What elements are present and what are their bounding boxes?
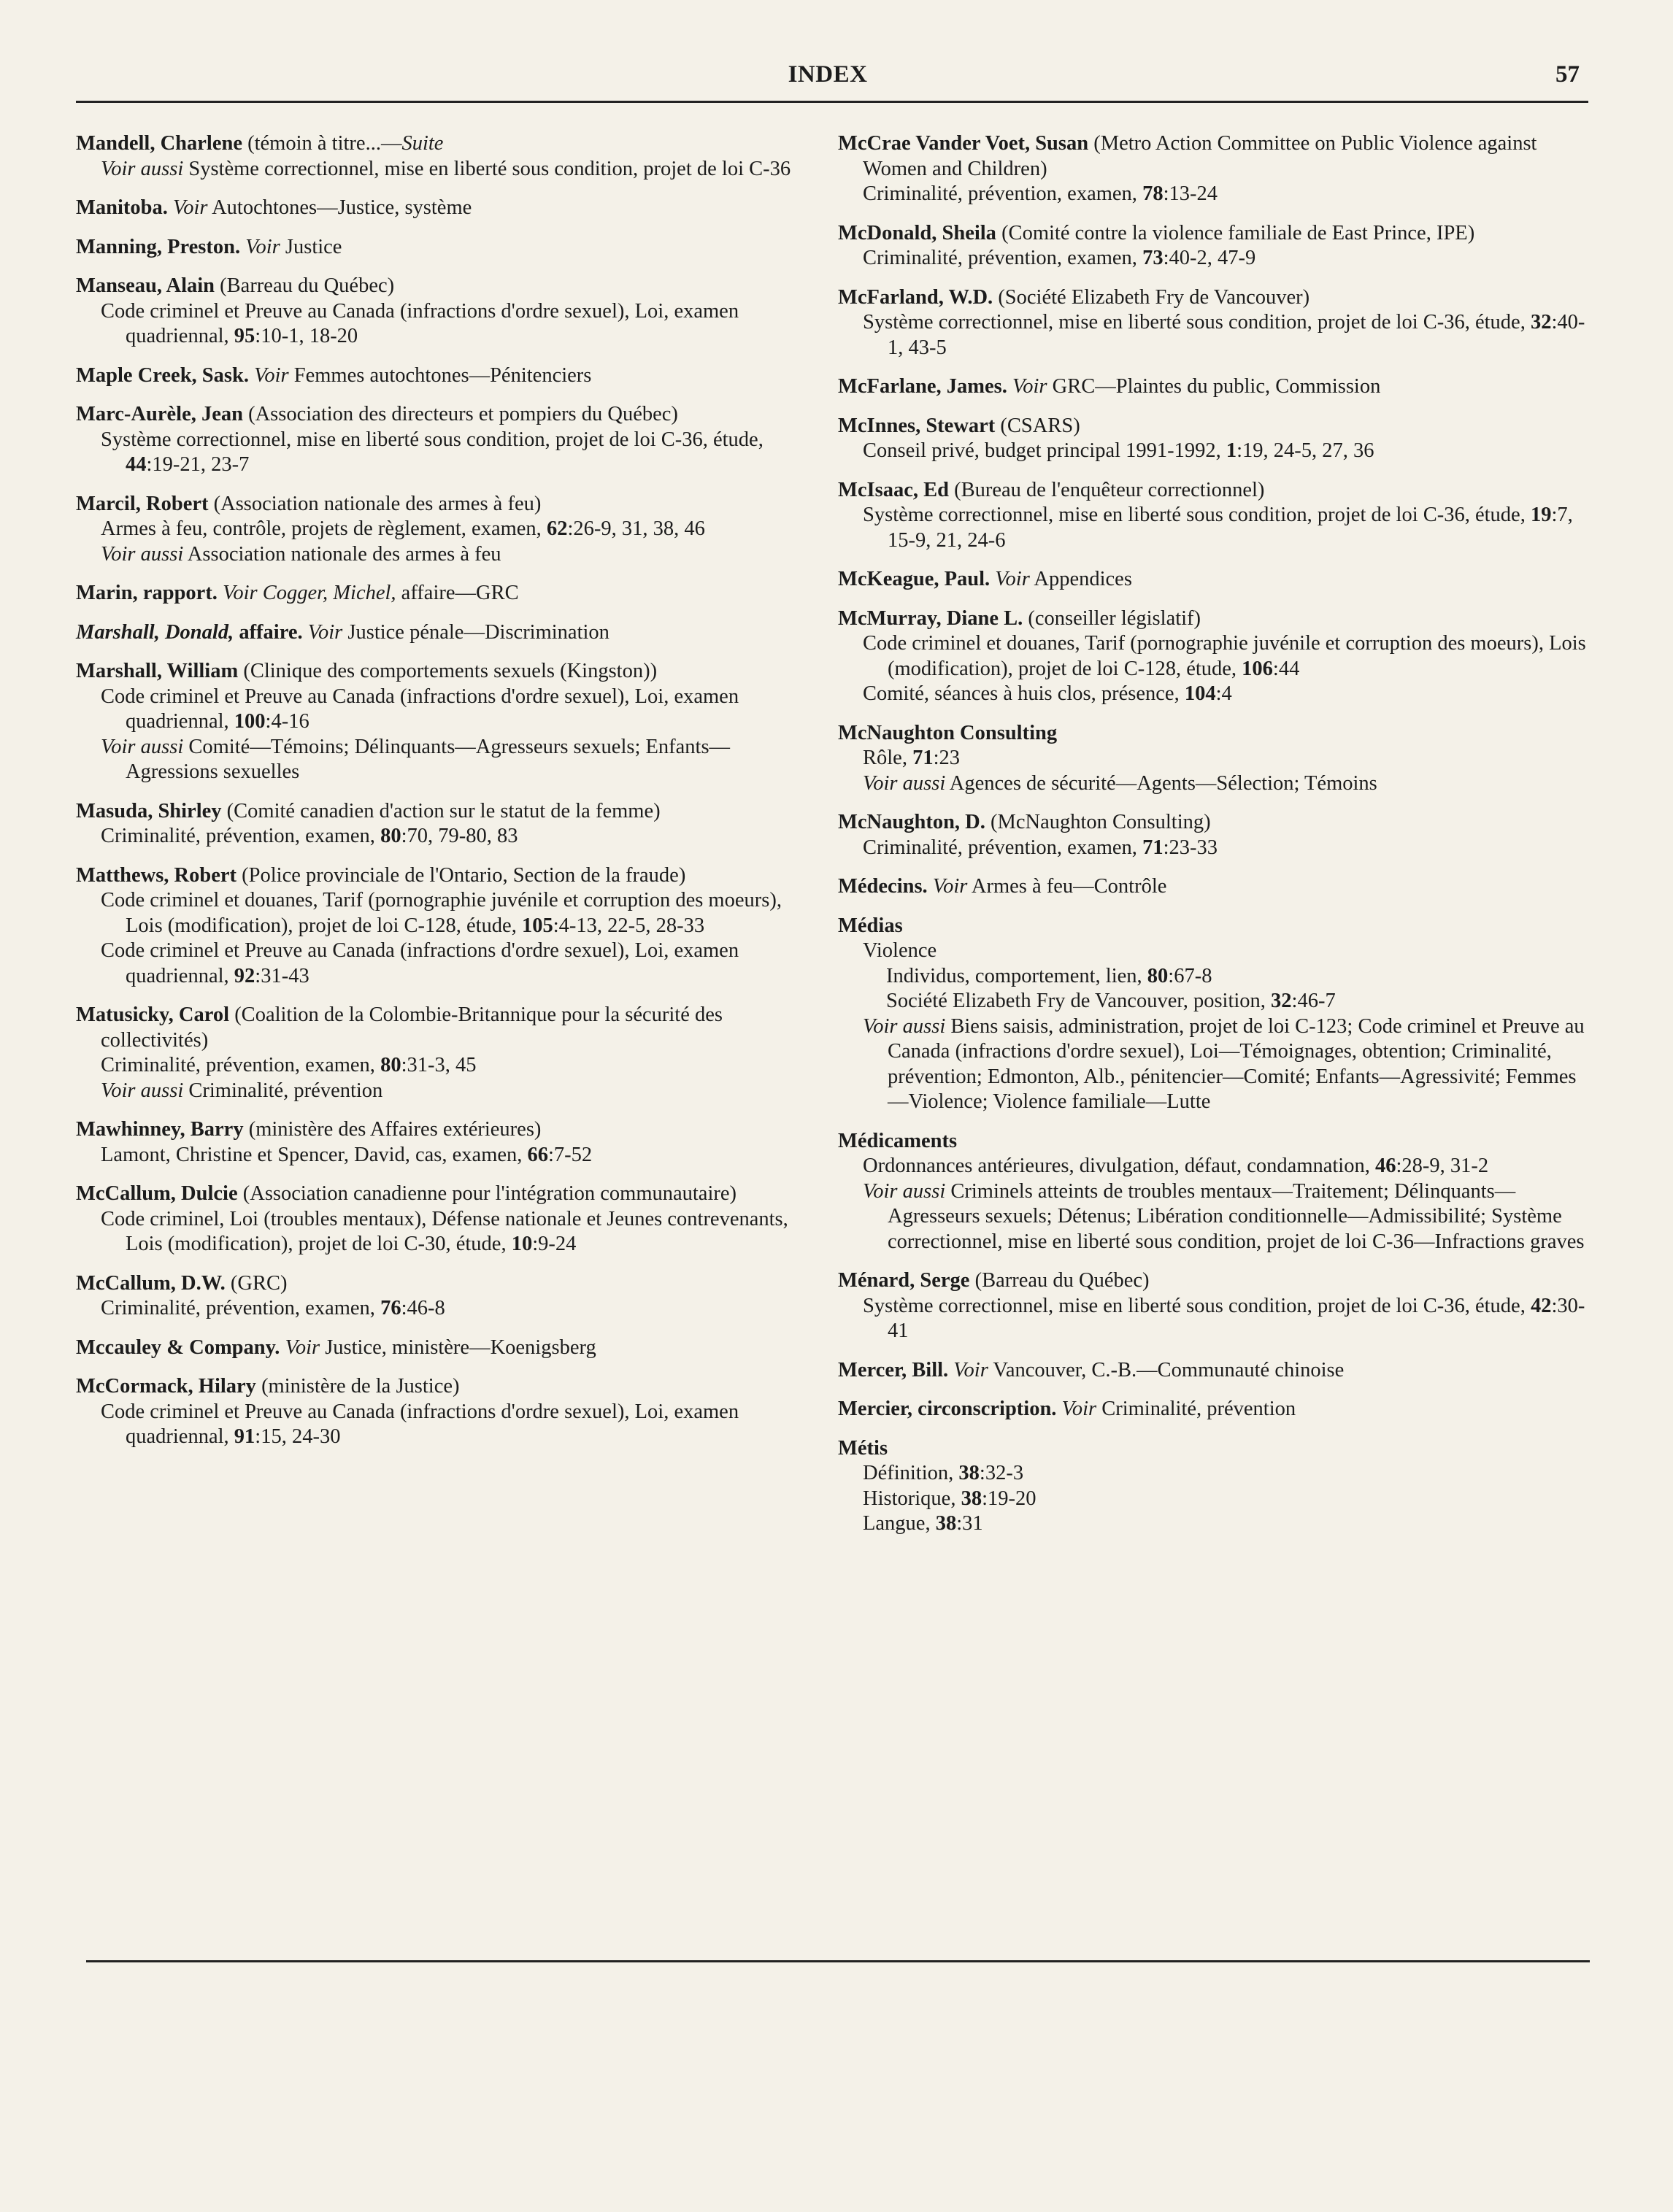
- index-entry: [838, 810, 1590, 860]
- page-ref: :40-1, 43-5: [888, 311, 1585, 359]
- subentry: [76, 939, 806, 989]
- subentry: [76, 299, 806, 350]
- entry-qualifier: (Société Elizabeth Fry de Vancouver): [993, 285, 1310, 309]
- issue-number: 66: [527, 1143, 549, 1166]
- index-entry: [838, 1436, 1590, 1537]
- entry-name: Maple Creek, Sask.: [76, 363, 249, 387]
- entry-qualifier: (Association nationale des armes à feu): [208, 492, 542, 515]
- subentry: [76, 1296, 806, 1322]
- cross-reference: affaire—GRC: [396, 582, 519, 604]
- issue-number: 80: [380, 825, 401, 847]
- entry-heading: [838, 1358, 1590, 1384]
- entry-name: McCrae Vander Voet, Susan: [838, 132, 1089, 155]
- entry-heading: [76, 799, 806, 825]
- see-also-line: [838, 1179, 1590, 1255]
- entry-name: McDonald, Sheila: [838, 221, 996, 244]
- issue-number: 38: [935, 1512, 957, 1535]
- subentry-text: Comité, séances à huis clos, présence,: [863, 682, 1185, 705]
- subentry: [838, 836, 1590, 861]
- page-ref: :7-52: [548, 1143, 593, 1166]
- subentry-text: Lamont, Christine et Spencer, David, cas, examen,: [101, 1143, 528, 1166]
- subentry-text: Violence: [863, 939, 937, 962]
- subentry-text: Criminels atteints de troubles mentaux—Traitement; Délinquants—Agresseurs sexuels; Détenus; Libération conditionnelle—Admissibilité; Système correctionnel, mise en liberté sous condition, projet de loi C-36—Infractions graves: [888, 1179, 1585, 1253]
- entry-name: Médicaments: [838, 1129, 958, 1152]
- index-entry: [76, 1336, 806, 1361]
- entry-heading: [76, 402, 806, 428]
- entry-name: Manseau, Alain: [76, 274, 215, 297]
- entry-qualifier: (ministère de la Justice): [255, 1375, 460, 1398]
- index-entry: [76, 131, 806, 182]
- entry-name: Mandell, Charlene: [76, 132, 242, 155]
- entry-qualifier: (Comité canadien d'action sur le statut de la femme): [221, 799, 661, 822]
- issue-number: 105: [521, 914, 553, 937]
- subentry-text: Criminalité, prévention, examen,: [101, 1297, 381, 1319]
- index-entry: [838, 131, 1590, 207]
- page-ref: :46-7: [1291, 990, 1336, 1012]
- page-ref: :30-41: [888, 1294, 1585, 1342]
- issue-number: 73: [1142, 247, 1164, 269]
- subentry: [838, 182, 1590, 207]
- index-entry: [838, 721, 1590, 797]
- entry-name: McKeague, Paul.: [838, 568, 991, 590]
- subentry-text: Code criminel et douanes, Tarif (pornographie juvénile et corruption des moeurs), Lois (modification), projet de loi C-128, étude,: [863, 632, 1586, 680]
- entry-qualifier: (Barreau du Québec): [215, 274, 395, 297]
- entry-qualifier: (McNaughton Consulting): [985, 811, 1211, 833]
- subentry-text: Rôle,: [863, 747, 913, 769]
- see-reference: Voir: [307, 620, 343, 644]
- entry-heading: [76, 1182, 806, 1207]
- entry-heading: [838, 606, 1590, 632]
- subentry-text: Définition,: [863, 1462, 959, 1484]
- entry-heading: [838, 721, 1590, 747]
- index-entry: [838, 567, 1590, 593]
- entry-heading: [76, 659, 806, 685]
- issue-number: 1: [1226, 439, 1237, 462]
- issue-number: 42: [1530, 1294, 1552, 1317]
- page-ref: :46-8: [401, 1297, 445, 1319]
- issue-number: 32: [1271, 990, 1292, 1012]
- index-entry: [838, 478, 1590, 554]
- subentry: [838, 746, 1590, 771]
- index-entry: [76, 1271, 806, 1322]
- entry-heading: [76, 1374, 806, 1400]
- entry-heading: [838, 1268, 1590, 1294]
- index-entry: [76, 1182, 806, 1257]
- subentry-text: Système correctionnel, mise en liberté sous condition, projet de loi C-36, étude,: [863, 311, 1531, 334]
- entry-heading: [76, 1271, 806, 1297]
- subentry-text: Comité—Témoins; Délinquants—Agresseurs sexuels; Enfants—Agressions sexuelles: [126, 735, 731, 783]
- index-entry: [838, 221, 1590, 271]
- index-entry: [76, 235, 806, 261]
- page-ref: :7, 15-9, 21, 24-6: [888, 504, 1573, 552]
- index-entry: [838, 1268, 1590, 1344]
- page-ref: :23-33: [1163, 836, 1218, 859]
- index-entry: [76, 863, 806, 990]
- entry-name: Marcil, Robert: [76, 492, 209, 515]
- entry-name: Ménard, Serge: [838, 1269, 970, 1292]
- issue-number: 95: [234, 325, 255, 347]
- entry-name: McNaughton, D.: [838, 811, 985, 833]
- index-entry: [838, 1397, 1590, 1422]
- issue-number: 106: [1242, 657, 1273, 680]
- entry-heading: [76, 196, 806, 221]
- see-also-label: Voir aussi: [101, 157, 184, 180]
- page-ref: :44: [1272, 657, 1300, 680]
- entry-heading: [76, 581, 806, 606]
- see-reference: Voir: [995, 568, 1030, 590]
- entry-heading: [838, 874, 1590, 900]
- index-column-right: [838, 131, 1590, 1551]
- cross-reference: GRC—Plaintes du public, Commission: [1047, 375, 1381, 398]
- entry-name: Médias: [838, 914, 903, 937]
- entry-heading: [838, 374, 1590, 400]
- issue-number: 92: [234, 964, 255, 987]
- see-also-line: [838, 1014, 1590, 1115]
- index-entry: [838, 374, 1590, 400]
- subentry-text: Code criminel, Loi (troubles mentaux), Défense nationale et Jeunes contrevenants, Lois (modification), projet de loi C-30, étude,: [101, 1207, 788, 1255]
- entry-name: Matthews, Robert: [76, 863, 237, 887]
- entry-name: McInnes, Stewart: [838, 414, 996, 437]
- footer-rule: [86, 1960, 1590, 1962]
- subentry: [76, 1400, 806, 1450]
- subentry: [838, 439, 1590, 464]
- entry-qualifier: (ministère des Affaires extérieures): [243, 1118, 542, 1141]
- page-ref: :26-9, 31, 38, 46: [567, 517, 705, 540]
- issue-number: 44: [126, 453, 147, 476]
- issue-number: 100: [234, 710, 266, 733]
- entry-name: Mercer, Bill.: [838, 1358, 949, 1381]
- entry-name: McMurray, Diane L.: [838, 606, 1023, 630]
- subentry-text: Association nationale des armes à feu: [183, 542, 501, 566]
- entry-qualifier: (Association des directeurs et pompiers du Québec): [242, 403, 678, 425]
- subentry: [76, 428, 806, 478]
- entry-qualifier: (Police provinciale de l'Ontario, Section de la fraude): [236, 863, 686, 887]
- page-ref: :19-20: [982, 1487, 1037, 1510]
- entry-name: McCallum, D.W.: [76, 1271, 226, 1295]
- page-ref: :28-9, 31-2: [1396, 1155, 1489, 1177]
- see-also-line: [76, 542, 806, 568]
- page-ref: :31: [956, 1512, 983, 1535]
- subentry: [838, 964, 1590, 990]
- subentry: [838, 989, 1590, 1014]
- subentry-text: Historique,: [863, 1487, 961, 1510]
- subentry-text: Système correctionnel, mise en liberté sous condition, projet de loi C-36, étude,: [863, 504, 1531, 526]
- subentry: [838, 939, 1590, 964]
- entry-heading: [76, 620, 806, 646]
- entry-heading: [838, 1129, 1590, 1155]
- index-entry: [76, 620, 806, 646]
- subentry-text: Agences de sécurité—Agents—Sélection; Témoins: [945, 771, 1377, 795]
- page-ref: :19-21, 23-7: [146, 453, 250, 476]
- entry-name: Métis: [838, 1436, 888, 1460]
- subentry: [838, 1487, 1590, 1512]
- entry-name: McCallum, Dulcie: [76, 1182, 238, 1205]
- subentry: [76, 1207, 806, 1257]
- subentry: [838, 1294, 1590, 1344]
- entry-name: Marc-Aurèle, Jean: [76, 403, 243, 425]
- issue-number: 91: [234, 1425, 255, 1448]
- issue-number: 46: [1374, 1155, 1396, 1177]
- index-entry: [76, 1003, 806, 1103]
- index-entry: [838, 874, 1590, 900]
- page-ref: :70, 79-80, 83: [401, 825, 518, 847]
- cross-reference: Justice: [280, 235, 342, 258]
- entry-name: Manitoba.: [76, 196, 168, 219]
- subentry-text: Criminalité, prévention, examen,: [863, 182, 1143, 205]
- entry-name: Marin, rapport.: [76, 582, 218, 604]
- page-ref: :31-3, 45: [401, 1054, 477, 1076]
- issue-number: 104: [1184, 682, 1216, 705]
- entry-heading: [76, 1117, 806, 1143]
- index-entry: [76, 363, 806, 389]
- see-reference: Voir: [285, 1336, 320, 1359]
- entry-name: affaire.: [234, 620, 303, 644]
- see-also-line: [76, 735, 806, 785]
- entry-heading: [838, 221, 1590, 247]
- subentry-text: Armes à feu, contrôle, projets de règlement, examen,: [101, 517, 547, 540]
- entry-name: McCormack, Hilary: [76, 1375, 256, 1398]
- page-header: [76, 61, 1580, 98]
- entry-name: McFarland, W.D.: [838, 285, 993, 309]
- see-reference: Voir: [223, 582, 258, 604]
- issue-number: 76: [380, 1297, 401, 1319]
- entry-name: Matusicky, Carol: [76, 1003, 230, 1026]
- index-entry: [76, 659, 806, 785]
- entry-heading: [838, 1436, 1590, 1462]
- entry-heading: [838, 478, 1590, 504]
- see-reference: Voir: [1061, 1398, 1097, 1420]
- subentry-text: Code criminel et Preuve au Canada (infractions d'ordre sexuel), Loi, examen quadriennal,: [101, 299, 739, 347]
- entry-name: Manning, Preston.: [76, 235, 241, 258]
- page-ref: :13-24: [1163, 182, 1218, 205]
- entry-heading: [76, 131, 806, 157]
- subentry: [76, 888, 806, 939]
- entry-qualifier: (Barreau du Québec): [969, 1269, 1150, 1292]
- see-reference: Voir: [173, 196, 208, 219]
- subentry-text: Criminalité, prévention, examen,: [101, 825, 381, 847]
- index-entry: [838, 414, 1590, 464]
- subentry-text: Code criminel et Preuve au Canada (infractions d'ordre sexuel), Loi, examen quadriennal,: [101, 939, 739, 987]
- entry-qualifier: (CSARS): [995, 414, 1080, 437]
- index-entry: [76, 196, 806, 221]
- subentry-text: Conseil privé, budget principal 1991-1992,: [863, 439, 1226, 462]
- cross-reference: Cogger, Michel,: [257, 582, 396, 604]
- entry-heading: [76, 1336, 806, 1361]
- entry-qualifier: (GRC): [225, 1271, 288, 1295]
- entry-qualifier: (Association canadienne pour l'intégration communautaire): [237, 1182, 737, 1205]
- page-ref: :15, 24-30: [255, 1425, 341, 1448]
- subentry: [838, 310, 1590, 361]
- subentry-text: Code criminel et douanes, Tarif (pornographie juvénile et corruption des moeurs), Lois (modification), projet de loi C-128, étude,: [101, 889, 782, 937]
- index-entry: [76, 799, 806, 849]
- header-rule: [76, 101, 1588, 103]
- subentry-text: Code criminel et Preuve au Canada (infractions d'ordre sexuel), Loi, examen quadriennal,: [101, 685, 739, 733]
- page-ref: :40-2, 47-9: [1163, 247, 1256, 269]
- subentry-text: Criminalité, prévention, examen,: [863, 247, 1143, 269]
- page-number: 57: [1555, 61, 1580, 88]
- issue-number: 80: [380, 1054, 401, 1076]
- index-entry: [838, 606, 1590, 707]
- entry-name: Mawhinney, Barry: [76, 1118, 244, 1141]
- entry-heading: [76, 863, 806, 889]
- entry-name: McNaughton Consulting: [838, 721, 1058, 744]
- entry-name: Mccauley & Company.: [76, 1336, 280, 1359]
- subentry-text: Système correctionnel, mise en liberté sous condition, projet de loi C-36: [183, 157, 791, 180]
- cross-reference: Vancouver, C.-B.—Communauté chinoise: [988, 1358, 1345, 1381]
- index-entry: [76, 1117, 806, 1168]
- issue-number: 38: [961, 1487, 982, 1510]
- subentry-text: Criminalité, prévention: [183, 1079, 383, 1102]
- page-ref: :9-24: [532, 1233, 577, 1255]
- cross-reference: Autochtones—Justice, système: [207, 196, 472, 219]
- index-entry: [76, 581, 806, 606]
- entry-name: Marshall, William: [76, 660, 239, 682]
- index-entry: [76, 402, 806, 478]
- page-ref: :10-1, 18-20: [255, 325, 358, 347]
- subentry: [838, 1461, 1590, 1487]
- subentry-text: Individus, comportement, lien,: [886, 964, 1147, 987]
- subentry-text: Société Elizabeth Fry de Vancouver, position,: [886, 990, 1272, 1012]
- issue-number: 71: [1142, 836, 1164, 859]
- see-also-label: Voir aussi: [101, 542, 184, 566]
- entry-heading: [838, 414, 1590, 439]
- index-entry: [76, 274, 806, 350]
- entry-suite: Suite: [401, 132, 444, 155]
- index-entry: [838, 285, 1590, 361]
- issue-number: 71: [912, 747, 934, 769]
- issue-number: 32: [1530, 311, 1552, 334]
- entry-heading: [838, 810, 1590, 836]
- entry-heading: [838, 285, 1590, 311]
- issue-number: 78: [1142, 182, 1164, 205]
- entry-heading: [838, 567, 1590, 593]
- page-ref: :4-13, 22-5, 28-33: [553, 914, 705, 937]
- subentry-text: Criminalité, prévention, examen,: [863, 836, 1143, 859]
- entry-qualifier: (conseiller législatif): [1023, 606, 1201, 630]
- see-reference: Voir: [932, 875, 968, 898]
- subentry: [838, 1154, 1590, 1179]
- cross-reference: Femmes autochtones—Pénitenciers: [288, 363, 592, 387]
- subentry: [838, 246, 1590, 271]
- entry-qualifier: (Bureau de l'enquêteur correctionnel): [949, 478, 1265, 501]
- see-reference: Voir: [953, 1358, 988, 1381]
- page-ref: :67-8: [1168, 964, 1212, 987]
- subentry: [76, 1053, 806, 1079]
- cross-reference: Criminalité, prévention: [1096, 1398, 1296, 1420]
- index-entry: [838, 914, 1590, 1115]
- entry-qualifier: (Metro Action Committee on Public Violence against Women and Children): [863, 132, 1537, 180]
- cross-reference: Justice pénale—Discrimination: [342, 620, 609, 644]
- cross-reference: Justice, ministère—Koenigsberg: [320, 1336, 596, 1359]
- subentry: [76, 517, 806, 542]
- page-ref: :32-3: [979, 1462, 1024, 1484]
- issue-number: 19: [1530, 504, 1552, 526]
- subentry: [838, 631, 1590, 682]
- see-also-label: Voir aussi: [863, 1179, 946, 1203]
- entry-heading: [838, 1397, 1590, 1422]
- subentry-text: Système correctionnel, mise en liberté sous condition, projet de loi C-36, étude,: [101, 428, 764, 451]
- issue-number: 10: [511, 1233, 533, 1255]
- entry-heading: [76, 1003, 806, 1053]
- entry-name: Marshall, Donald,: [76, 620, 234, 644]
- entry-heading: [76, 492, 806, 517]
- subentry-text: Ordonnances antérieures, divulgation, défaut, condamnation,: [863, 1155, 1375, 1177]
- subentry-text: Système correctionnel, mise en liberté sous condition, projet de loi C-36, étude,: [863, 1294, 1531, 1317]
- subentry-text: Biens saisis, administration, projet de loi C-123; Code criminel et Preuve au Canada (infractions d'ordre sexuel), Loi—Témoignages, obtention; Criminalité, prévention; Edmonton, Alb., pénitencier—Comité; Enfants—Agressivité; Femmes—Violence; Violence familiale—Lutte: [888, 1014, 1585, 1113]
- entry-heading: [838, 131, 1590, 182]
- page-ref: :4-16: [265, 710, 309, 733]
- entry-name: McFarlane, James.: [838, 375, 1007, 398]
- see-reference: Voir: [254, 363, 289, 387]
- entry-heading: [76, 363, 806, 389]
- index-column-left: [76, 131, 806, 1464]
- subentry: [76, 685, 806, 735]
- see-reference: Voir: [1012, 375, 1047, 398]
- issue-number: 38: [958, 1462, 980, 1484]
- page-ref: :23: [933, 747, 960, 769]
- page-ref: :19, 24-5, 27, 36: [1237, 439, 1374, 462]
- subentry: [838, 503, 1590, 553]
- subentry-text: Langue,: [863, 1512, 936, 1535]
- subentry: [76, 1143, 806, 1168]
- entry-qualifier: (Comité contre la violence familiale de East Prince, IPE): [996, 221, 1475, 244]
- entry-heading: [838, 914, 1590, 939]
- cross-reference: Appendices: [1029, 568, 1132, 590]
- see-also-label: Voir aussi: [863, 1014, 946, 1038]
- page-title: INDEX: [788, 61, 868, 88]
- entry-qualifier: (témoin à titre...—: [242, 132, 402, 155]
- subentry: [838, 682, 1590, 707]
- subentry-text: Code criminel et Preuve au Canada (infractions d'ordre sexuel), Loi, examen quadriennal,: [101, 1400, 739, 1448]
- subentry-text: Criminalité, prévention, examen,: [101, 1054, 381, 1076]
- page-ref: :31-43: [255, 964, 309, 987]
- index-entry: [76, 492, 806, 568]
- entry-heading: [76, 235, 806, 261]
- index-entry: [76, 1374, 806, 1450]
- entry-name: Médecins.: [838, 875, 928, 898]
- subentry: [76, 824, 806, 849]
- entry-qualifier: (Coalition de la Colombie-Britannique pour la sécurité des collectivités): [101, 1003, 723, 1052]
- issue-number: 80: [1147, 964, 1169, 987]
- see-also-label: Voir aussi: [101, 1079, 184, 1102]
- see-also-label: Voir aussi: [863, 771, 946, 795]
- see-also-line: [76, 1079, 806, 1104]
- entry-qualifier: (Clinique des comportements sexuels (Kingston)): [238, 660, 658, 682]
- subentry: [838, 1511, 1590, 1537]
- see-also-line: [838, 771, 1590, 797]
- see-reference: Voir: [245, 235, 280, 258]
- page-ref: :4: [1215, 682, 1232, 705]
- cross-reference: Armes à feu—Contrôle: [967, 875, 1167, 898]
- index-entry: [838, 1129, 1590, 1255]
- see-also-line: [76, 157, 806, 182]
- entry-name: McIsaac, Ed: [838, 478, 949, 501]
- see-also-label: Voir aussi: [101, 735, 184, 758]
- entry-heading: [76, 274, 806, 299]
- entry-name: Masuda, Shirley: [76, 799, 222, 822]
- entry-name: Mercier, circonscription.: [838, 1398, 1057, 1420]
- issue-number: 62: [546, 517, 568, 540]
- index-entry: [838, 1358, 1590, 1384]
